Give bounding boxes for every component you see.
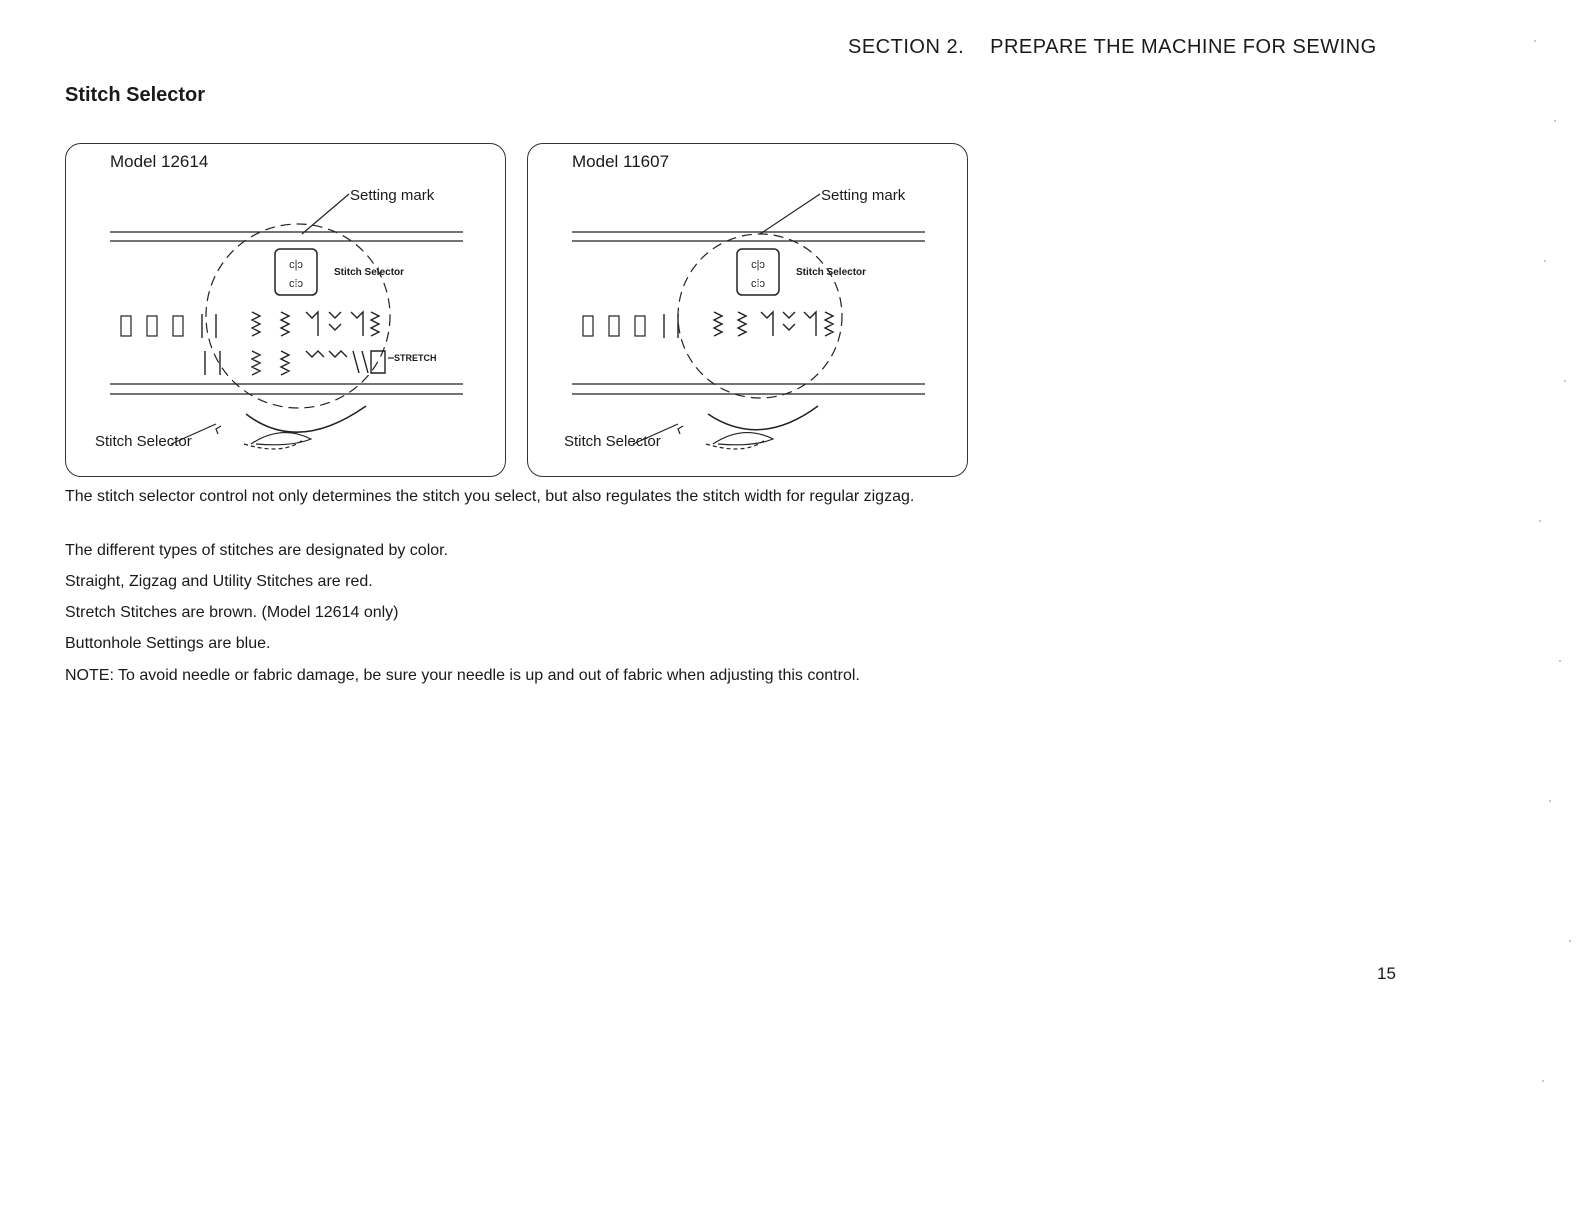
paragraph: The different types of stitches are designated by color. — [65, 542, 449, 559]
section-number: SECTION 2. — [848, 36, 965, 58]
paragraph: Stretch Stitches are brown. (Model 12614 only) — [65, 604, 399, 621]
model-label: Model 12614 — [110, 152, 209, 171]
section-header — [848, 36, 1377, 59]
paragraph: The stitch selector control not only determines the stitch you select, but also regulates the stitch width for regular zigzag. — [65, 488, 915, 505]
note-paragraph: NOTE: To avoid needle or fabric damage, be sure your needle is up and out of fabric when adjusting this control. — [65, 667, 860, 684]
setting-mark-label: Setting mark — [821, 187, 906, 204]
svg-text:c|ɔ: c|ɔ — [751, 259, 765, 271]
section-title: PREPARE THE MACHINE FOR SEWING — [990, 36, 1377, 58]
figure-model-11607 — [527, 143, 968, 477]
knob-label: Stitch Selector — [796, 267, 867, 278]
stitch-selector-label: Stitch Selector — [564, 433, 661, 450]
stretch-label: STRETCH — [394, 353, 437, 363]
svg-text:c⁞ɔ: c⁞ɔ — [750, 278, 766, 290]
figure-model-12614 — [65, 143, 506, 477]
paragraph: Buttonhole Settings are blue. — [65, 635, 271, 652]
stitch-selector-diagram-12614 — [66, 144, 507, 478]
paragraph: Straight, Zigzag and Utility Stitches are red. — [65, 573, 373, 590]
svg-text:c|ɔ: c|ɔ — [289, 259, 303, 271]
scan-noise-edge — [1474, 0, 1584, 1224]
svg-text:c⁞ɔ: c⁞ɔ — [288, 278, 304, 290]
stitch-selector-label: Stitch Selector — [95, 433, 192, 450]
page-title: Stitch Selector — [65, 84, 206, 106]
page-number: 15 — [1377, 964, 1396, 983]
knob-label: Stitch Selector — [334, 267, 405, 278]
setting-mark-label: Setting mark — [350, 187, 435, 204]
model-label: Model 11607 — [572, 152, 670, 171]
